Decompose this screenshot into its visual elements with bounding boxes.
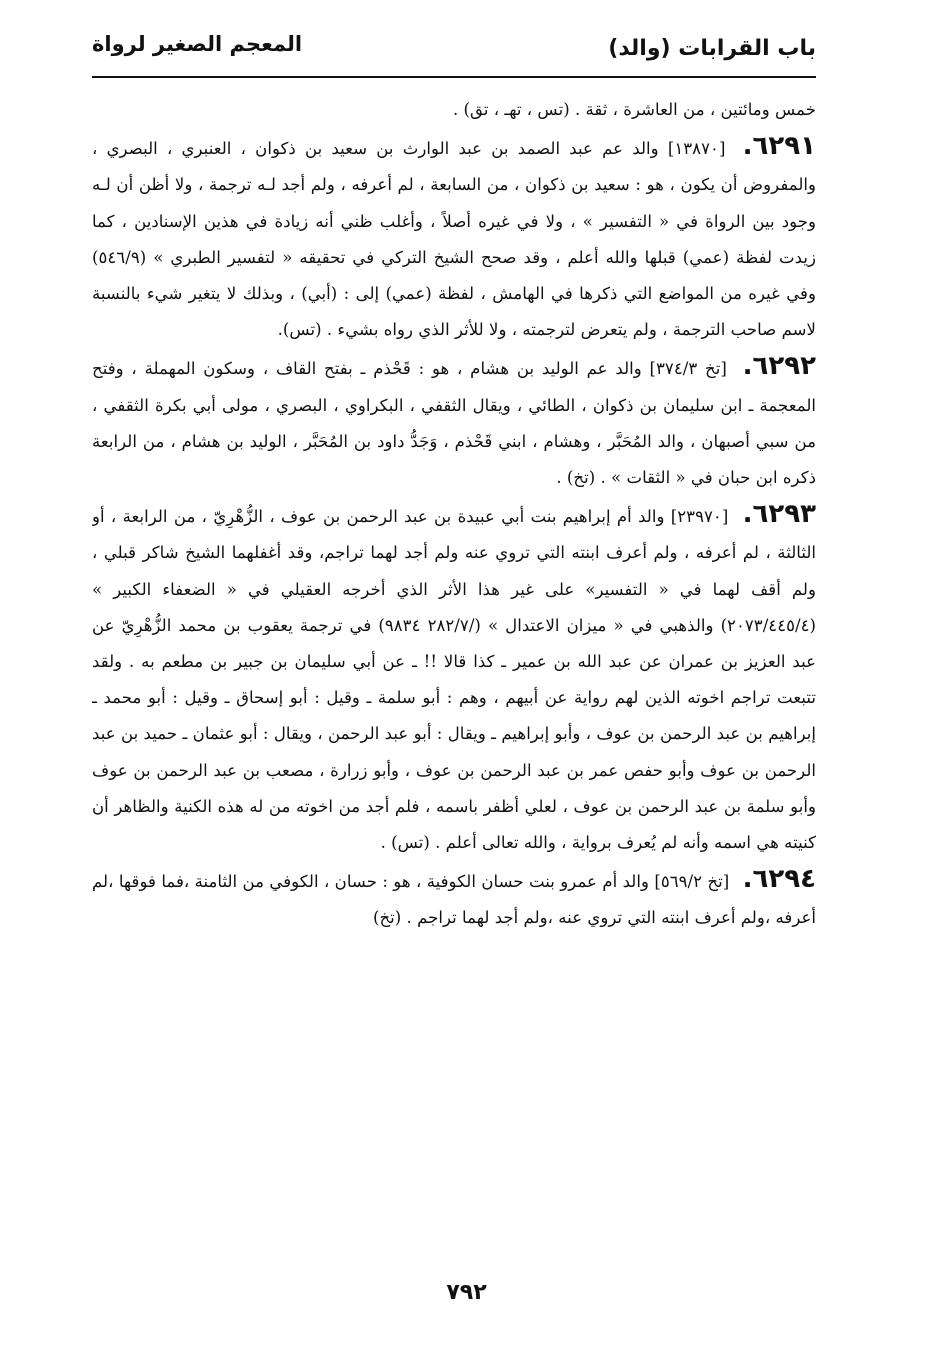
entry-text: [تخ ٥٦٩/٢] والد أم عمرو بنت حسان الكوفية ، هو : حسان ، الكوفي من الثامنة ،فما فوقها ،لم أعرفه ،ولم أعرف ابنته التي تروي عنه ،ولم أجد لهما تراجم . (تخ) <box>92 872 816 928</box>
entry-number: ٦٢٩١. <box>742 131 816 162</box>
entry-6293 <box>92 496 816 861</box>
entry-number: ٦٢٩٤. <box>742 864 816 895</box>
entry-6294 <box>92 861 816 936</box>
page-number: ٧٩٢ <box>446 1280 487 1305</box>
entry-6291 <box>92 128 816 348</box>
entry-number: ٦٢٩٢. <box>742 351 816 382</box>
entry-6292 <box>92 348 816 496</box>
chapter-title: باب القرابات (والد) <box>608 36 816 61</box>
entry-text: [تخ ٣٧٤/٣] والد عم الوليد بن هشام ، هو : قَحْذم ـ بفتح القاف ، وسكون المهملة ، وفتح المعجمة ـ ابن سليمان بن ذكوان ، الطائي ، ويقال الثقفي ، البكراوي ، البصري ، مولى أبي بكرة الثقفي ، من سبي أصبهان ، والد المُحَبَّر ، وهشام ، ابني قَحْذم ، وَجَدُّ داود بن المُحَبَّر ، الوليد بن هشام ، من الرابعة ذكره ابن حبان في « الثقات » . (تخ) . <box>92 359 816 488</box>
entry-text: [٢٣٩٧٠] والد أم إبراهيم بنت أبي عبيدة بن عبد الرحمن بن عوف ، الزُّهْرِيّ ، من الرابعة ، أو الثالثة ، لم أعرفه ، ولم أعرف ابنته التي تروي عنه ولم أجد لهما تراجم، وقد أغفلهما الشيخ شاكر قبلي ، ولم أقف لهما في « التفسير» على غير هذا الأثر الذي أخرجه العقيلي في « الضعفاء الكبير » (٢٠٧٣/٤٤٥/٤) والذهبي في « ميزان الاعتدال » (/٢٨٢/٧ ٩٨٣٤) في ترجمة يعقوب بن محمد الزُّهْرِيّ عن عبد العزيز بن عمران عن عبد الله بن عمير ـ كذا قالا !! ـ عن أبي سليمان بن جبير بن مطعم به . ولقد تتبعت تراجم اخوته الذين لهم رواية عن أبيهم ، وهم : أبو سلمة ـ وقيل : أبو إسحاق ـ وقيل : أبو محمد ـ إبراهيم بن عبد الرحمن بن عوف ، وأبو إبراهيم ـ ويقال : أبو عبد الرحمن ، ويقال : أبو عثمان ـ حميد بن عبد الرحمن بن عوف وأبو حفص عمر بن عبد الرحمن بن عوف ، وأبو زرارة ، مصعب بن عبد الرحمن بن عوف وأبو سلمة بن عبد الرحمن بن عوف ، لعلي أظفر باسمه ، فلم أجد من اخوته من له هذه الكنية والظاهر أن كنيته هي اسمه وأنه لم يُعرف برواية ، والله تعالى أعلم . (تس) . <box>92 507 816 853</box>
running-header <box>92 28 816 76</box>
main-text <box>92 92 816 937</box>
entry-text: [١٣٨٧٠] والد عم عبد الصمد بن عبد الوارث بن سعيد بن ذكوان ، العنبري ، البصري ، والمفروض أن يكون ، هو : سعيد بن ذكوان ، من السابعة ، لم أعرفه ، ولم أجد لـه ترجمة ، ولا أظن أن لـه وجود بين الرواة في « التفسير » ، ولا في غيره أصلاً ، وأغلب ظني أنه زيادة في هذين الإسنادين ، كما زيدت لفظة (عمي) قبلها والله أعلم ، وقد صحح الشيخ التركي في تحقيقه « لتفسير الطبري » (٥٤٦/٩) وفي غيره من المواضع التي ذكرها في الهامش ، لفظة (عمي) إلى : (أبي) ، وبذلك لا يتغير شيء بالنسبة لاسم صاحب الترجمة ، ولم يتعرض لترجمته ، ولا للأثر الذي رواه بشيء . (تس). <box>92 139 816 340</box>
continuation-paragraph: خمس ومائتين ، من العاشرة ، ثقة . (تس ، تهـ ، تق) . <box>453 100 816 119</box>
book-title: المعجم الصغير لرواة <box>92 32 303 56</box>
entry-number: ٦٢٩٣. <box>742 499 816 530</box>
header-divider <box>92 76 816 78</box>
